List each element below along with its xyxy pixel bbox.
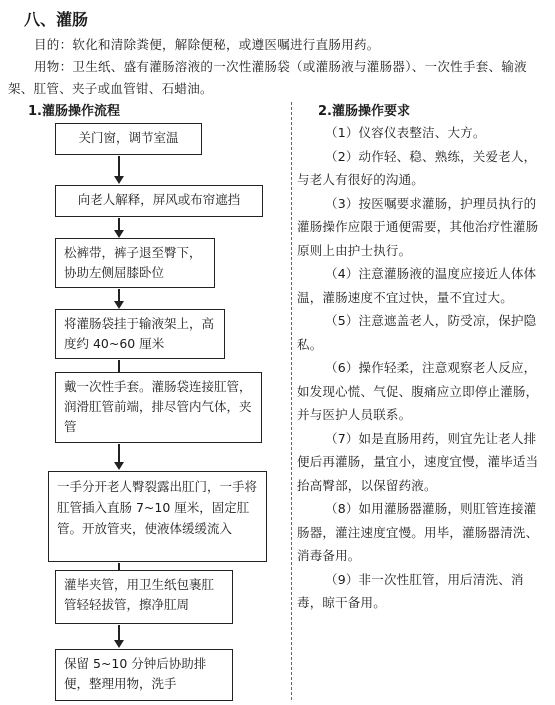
requirement-item: （8）如用灌肠器灌肠，则肛管连接灌肠器，灌注速度宜慢。用毕，灌肠器清洗、消毒备用。 xyxy=(297,501,539,563)
column-divider xyxy=(291,102,292,700)
requirement-item: （9）非一次性肛管，用后清洗、消毒，晾干备用。 xyxy=(297,571,524,610)
requirement-item: （6）操作轻柔，注意观察老人反应，如发现心慌、气促、腹痛应立即停止灌肠，并与医护人员联系。 xyxy=(297,360,539,422)
requirement-item: （1）仪容仪表整洁、大方。 xyxy=(325,125,486,140)
section-heading: 八、灌肠 xyxy=(24,10,89,29)
flow-step-1: 关门窗，调节室温 xyxy=(55,123,202,155)
flow-arrow xyxy=(118,625,120,641)
flow-step-6: 一手分开老人臀裂露出肛门，一手将肛管插入直肠 7~10 厘米，固定肛管。开放管夹，使液体缓缓流入 xyxy=(48,471,267,562)
requirement-item: （4）注意灌肠液的温度应接近人体体温，灌肠速度不宜过快，量不宜过大。 xyxy=(297,266,537,305)
flow-step-4: 将灌肠袋挂于输液架上，高度约 40~60 厘米 xyxy=(55,309,225,359)
flow-arrow xyxy=(118,289,120,302)
purpose-paragraph: 目的：软化和清除粪便，解除便秘，或遵医嘱进行直肠用药。 xyxy=(34,37,380,52)
requirement-item: （5）注意遮盖老人，防受凉，保护隐私。 xyxy=(297,313,537,352)
requirement-item: （2）动作轻、稳、熟练，关爱老人，与老人有很好的沟通。 xyxy=(297,148,537,187)
flow-title: 1.灌肠操作流程 xyxy=(28,104,120,119)
supplies-paragraph: 用物：卫生纸、盛有灌肠溶液的一次性灌肠袋（或灌肠液与灌肠器）、一次性手套、输液架、肛管、夹子或血管钳、石蜡油。 xyxy=(8,59,527,96)
flow-step-5: 戴一次性手套。灌肠袋连接肛管，润滑肛管前端，排尽管内气体，夹管 xyxy=(55,372,262,443)
requirements-list xyxy=(297,121,549,615)
flow-arrow xyxy=(118,218,120,231)
requirement-item: （3）按医嘱要求灌肠，护理员执行的灌肠操作应限于通便需要，其他治疗性灌肠原则上由护士执行。 xyxy=(297,195,539,258)
flow-arrow xyxy=(118,156,120,177)
flow-arrow xyxy=(118,444,120,463)
requirement-item: （7）如是直肠用药，则宜先让老人排便后再灌肠，量宜小，速度宜慢，灌毕适当抬高臀部，以保留药液。 xyxy=(297,430,539,493)
flow-step-2: 向老人解释，屏风或布帘遮挡 xyxy=(55,185,263,217)
requirements-title: 2.灌肠操作要求 xyxy=(318,104,410,119)
flow-step-8: 保留 5~10 分钟后协助排便，整理用物，洗手 xyxy=(55,649,233,701)
flow-step-3: 松裤带，裤子退至臀下，协助左侧屈膝卧位 xyxy=(55,238,215,288)
flow-step-7: 灌毕夹管，用卫生纸包裹肛管轻轻拔管，擦净肛周 xyxy=(55,570,233,624)
